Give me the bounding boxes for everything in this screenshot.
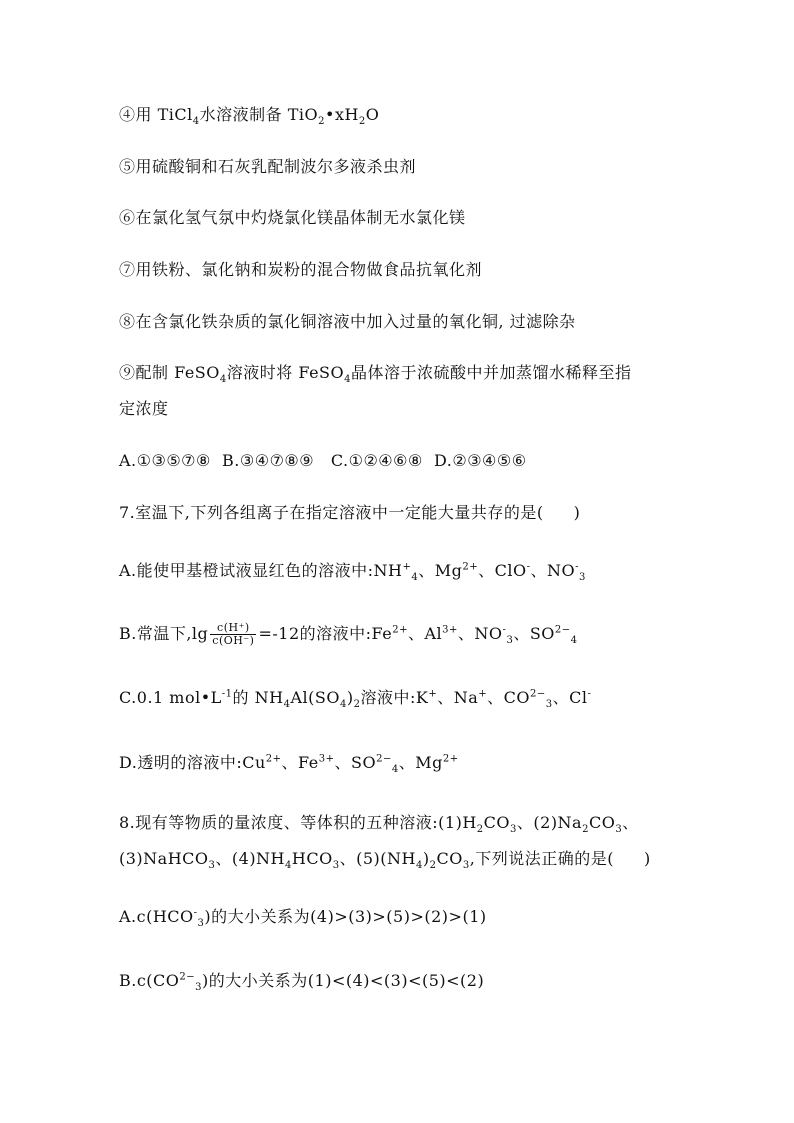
option-text: 、Al [407,624,443,643]
q8-text: (3)NaHCO [119,849,209,868]
subscript: 4 [192,116,200,128]
superscript: - [193,907,198,919]
superscript: 2− [179,971,196,983]
subscript: 3 [208,860,216,872]
q7-stem [119,502,580,524]
subscript: 2 [582,824,589,836]
subscript: 4 [283,699,291,711]
subscript: 2 [353,699,361,711]
item-4-text: 水溶液制备 TiO [199,105,319,124]
option-text: 、SO [513,624,555,643]
q8-text: ,下列说法正确的是( [469,849,615,868]
option-text: =-12的溶液中:Fe [258,624,393,643]
q8-text: 、(5)(NH [339,849,416,868]
q7-option-a [119,560,586,582]
subscript: 2 [429,860,437,872]
item-7: ⑦用铁粉、氯化钠和炭粉的混合物做食品抗氧化剂 [119,260,483,279]
fraction-denominator: c(OH⁻) [212,634,255,647]
subscript: 3 [615,824,623,836]
superscript: 2+ [462,561,479,573]
option-text: 、CO [487,688,531,707]
subscript: 4 [339,699,347,711]
superscript: - [526,561,531,573]
subscript: 3 [545,699,553,711]
superscript: 3+ [318,753,335,765]
superscript: 2+ [442,753,459,765]
q8-text: HCO [291,849,333,868]
option-text: 、SO [334,753,377,772]
option-text: 、Na [437,688,479,707]
subscript: 3 [579,572,586,584]
subscript: 3 [462,860,470,872]
q8-text: CO [436,849,463,868]
item-9 [119,362,632,384]
subscript: 4 [570,635,578,647]
item-8: ⑧在含氯化铁杂质的氯化铜溶液中加入过量的氧化铜, 过滤除杂 [119,312,576,331]
item-4 [119,104,379,126]
subscript: 3 [332,860,340,872]
option-text: B.c(CO [119,971,180,990]
subscript: 3 [197,918,205,930]
option-text: B.常温下,lg [119,624,209,643]
q8-text: ) [422,849,430,868]
q8-text: 、(2)Na [516,813,583,832]
q8-text: ) [644,849,651,868]
superscript: - [587,688,592,700]
q8-option-a [119,906,487,928]
subscript: 2 [318,116,325,128]
superscript: 2− [376,753,392,765]
item-6: ⑥在氯化氢气氛中灼烧氯化镁晶体制无水氯化镁 [119,208,466,227]
item-4-text: ④用 TiCl [119,105,193,124]
item-9-text: ⑨配制 FeSO [119,363,220,382]
superscript: 2+ [392,624,408,636]
option-text: ) [346,688,354,707]
subscript: 3 [510,824,517,836]
subscript: 4 [415,860,423,872]
subscript: 4 [285,860,292,872]
superscript: + [402,561,412,573]
q7-option-d [119,752,459,774]
subscript: 2 [476,824,484,836]
superscript: 2− [554,624,571,636]
q8-text: CO [483,813,511,832]
q8-stem-line-2 [119,848,651,870]
item-4-text: O [365,105,380,124]
option-text: A.能使甲基橙试液显红色的溶液中:NH [119,561,403,580]
subscript: 4 [219,374,227,386]
subscript: 3 [506,635,514,647]
q8-stem-line-1 [119,812,639,834]
option-text: 、Cl [552,688,588,707]
superscript: - [575,561,580,573]
option-text: 、Mg [418,561,463,580]
q8-text: 、 [622,813,639,832]
q8-option-b [119,970,484,992]
option-text: 溶液中:K [360,688,429,707]
option-text: 、Fe [281,753,319,772]
option-text: 、NO [530,561,576,580]
option-text: )的大小关系为(4)>(3)>(5)>(2)>(1) [204,907,487,926]
q8-text: 8.现有等物质的量浓度、等体积的五种溶液:(1)H [119,813,477,832]
subscript: 4 [411,572,419,584]
item-9-text: 溶液时将 FeSO [226,363,345,382]
subscript: 4 [391,764,399,776]
q8-text: 、(4)NH [215,849,286,868]
option-text: Al(SO [290,688,340,707]
option-text: C.0.1 mol•L [119,688,222,707]
superscript: 2+ [265,753,282,765]
q6-options: A.①③⑤⑦⑧ B.③④⑦⑧⑨ C.①②④⑥⑧ D.②③④⑤⑥ [119,451,527,470]
q7-option-b [119,622,578,647]
fraction-numerator: c(H⁺) [210,622,256,635]
subscript: 4 [344,374,351,386]
option-text: 、ClO [478,561,527,580]
superscript: 3+ [442,624,458,636]
q7-stem-text: 7.室温下,下列各组离子在指定溶液中一定能大量共存的是( [119,503,544,522]
q8-text: CO [588,813,616,832]
option-text: D.透明的溶液中:Cu [119,753,266,772]
superscript: 2− [530,688,546,700]
superscript: -1 [221,688,233,700]
option-text: A.c(HCO [119,907,194,926]
option-text: 、Mg [398,753,443,772]
item-4-text: •xH [325,105,359,124]
subscript: 2 [358,116,366,128]
option-text: )的大小关系为(1)<(4)<(3)<(5)<(2) [202,971,485,990]
option-text: 、NO [457,624,503,643]
item-9-continuation: 定浓度 [119,399,169,418]
superscript: - [502,624,507,636]
item-5: ⑤用硫酸铜和石灰乳配制波尔多液杀虫剂 [119,157,417,176]
fraction [210,622,256,647]
q7-stem-close: ) [573,503,581,522]
superscript: + [478,688,488,700]
subscript: 3 [195,982,203,994]
item-9-text: 晶体溶于浓硫酸中并加蒸馏水稀释至指 [351,363,632,382]
option-text: 的 NH [232,688,284,707]
q7-option-c [119,687,591,709]
superscript: + [428,688,438,700]
